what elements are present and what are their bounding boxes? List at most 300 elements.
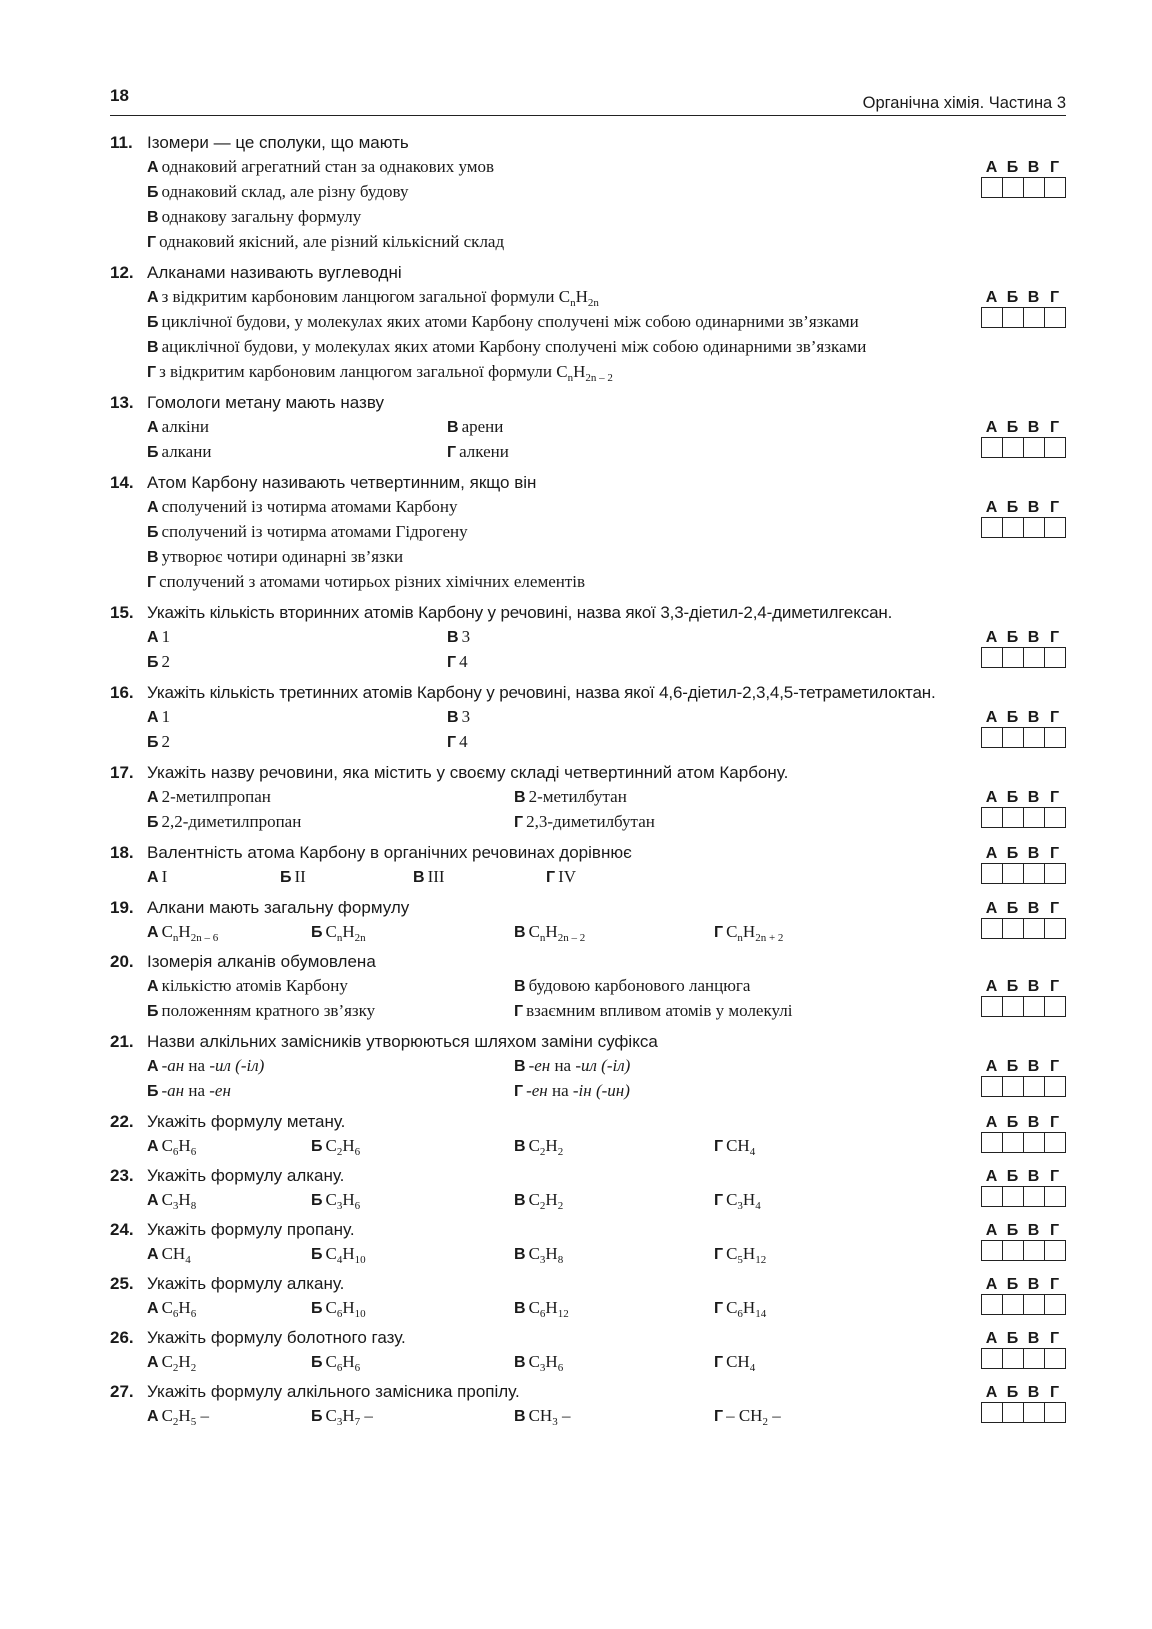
answer-grid <box>981 1058 1066 1097</box>
answer-option <box>147 1404 311 1429</box>
answer-box[interactable] <box>1003 438 1024 457</box>
option-cell <box>147 1079 514 1104</box>
answer-grid-letter: Г <box>1049 978 1060 995</box>
answer-grid <box>981 709 1066 748</box>
answer-option <box>147 810 514 835</box>
answer-grid-letters <box>981 629 1065 647</box>
answer-grid-letter: Г <box>1049 789 1060 806</box>
answer-grid-letter: В <box>1027 159 1040 176</box>
answer-grid-letters <box>981 978 1065 996</box>
answer-grid-letters <box>981 1384 1065 1402</box>
option-text: арени <box>461 417 504 436</box>
option-cell <box>447 650 747 675</box>
option-letter: Б <box>147 184 159 201</box>
option-text: – $CH_2$ – <box>726 1406 781 1428</box>
question-item <box>110 1030 1066 1104</box>
question-header <box>110 1218 966 1242</box>
answer-grid-letters <box>981 1058 1065 1076</box>
answer-box[interactable] <box>1045 997 1065 1016</box>
answer-grid <box>981 159 1066 198</box>
answer-box[interactable] <box>982 1295 1003 1314</box>
answer-option <box>147 360 966 385</box>
option-letter: В <box>447 629 459 646</box>
running-header-title: Органічна хімія. Частина 3 <box>862 94 1066 112</box>
answer-box[interactable] <box>1024 1133 1045 1152</box>
answer-grid-letter: А <box>985 1384 998 1401</box>
question-item <box>110 841 1066 890</box>
option-letter: Г <box>514 1083 524 1100</box>
question-text: Укажіть формулу алкану. <box>147 1166 345 1185</box>
answer-box[interactable] <box>982 808 1003 827</box>
answer-option <box>311 920 514 945</box>
answer-grid-letters <box>981 1330 1065 1348</box>
answer-options <box>110 705 966 755</box>
answer-box[interactable] <box>982 308 1003 327</box>
answer-box[interactable] <box>1024 1241 1045 1260</box>
answer-box[interactable] <box>1024 438 1045 457</box>
answer-grid-boxes <box>981 996 1066 1017</box>
question-item <box>110 681 1066 755</box>
answer-option <box>147 335 966 360</box>
answer-box[interactable] <box>1003 728 1024 747</box>
option-letter: Б <box>311 1192 323 1209</box>
answer-box[interactable] <box>1024 518 1045 537</box>
question-number: 15. <box>110 603 134 622</box>
answer-grid-letter: Б <box>1006 709 1019 726</box>
answer-box[interactable] <box>1003 648 1024 667</box>
option-letter: В <box>514 1192 526 1209</box>
answer-box[interactable] <box>1003 1403 1024 1422</box>
option-letter: Г <box>714 1138 724 1155</box>
option-text: 2,2-диметилпропан <box>161 812 302 831</box>
option-cell <box>147 1242 311 1267</box>
answer-option <box>514 999 881 1024</box>
answer-grid-letters <box>981 1222 1065 1240</box>
question-header <box>110 131 966 155</box>
question-item <box>110 1164 1066 1213</box>
answer-grid-letter: Б <box>1006 419 1019 436</box>
option-row <box>147 1079 966 1104</box>
answer-grid <box>981 900 1066 939</box>
answer-grid-letter: В <box>1027 978 1040 995</box>
answer-grid-letter: Б <box>1006 900 1019 917</box>
option-text: однаковий склад, але різну будову <box>161 182 409 201</box>
answer-grid-letter: Г <box>1049 1114 1060 1131</box>
answer-grid <box>981 499 1066 538</box>
option-text: $C_6H_{12}$ <box>528 1298 569 1320</box>
answer-option <box>147 999 514 1024</box>
answer-box[interactable] <box>982 864 1003 883</box>
option-text: з відкритим карбоновим ланцюгом загальної формули $C_nH_{2n}$ <box>161 287 599 309</box>
answer-box[interactable] <box>1024 1403 1045 1422</box>
answer-grid-letter: Г <box>1049 1058 1060 1075</box>
option-cell <box>714 1242 766 1267</box>
answer-box[interactable] <box>1045 864 1065 883</box>
answer-box[interactable] <box>1003 1187 1024 1206</box>
answer-box[interactable] <box>982 518 1003 537</box>
answer-box[interactable] <box>1045 728 1065 747</box>
option-cell <box>447 705 747 730</box>
answer-grid-letter: Б <box>1006 1384 1019 1401</box>
question-item <box>110 1110 1066 1159</box>
answer-box[interactable] <box>1024 1187 1045 1206</box>
answer-options <box>110 1350 966 1375</box>
answer-box[interactable] <box>1003 997 1024 1016</box>
question-item <box>110 261 1066 385</box>
answer-grid-letters <box>981 499 1065 517</box>
option-cell <box>447 415 747 440</box>
answer-grid-boxes <box>981 918 1066 939</box>
answer-options <box>110 1188 966 1213</box>
answer-grid-letters <box>981 1276 1065 1294</box>
answer-grid-letters <box>981 789 1065 807</box>
option-cell <box>147 415 447 440</box>
option-row <box>147 865 966 890</box>
option-text: $C_2H_2$ <box>161 1352 197 1374</box>
answer-grid-letter: Б <box>1006 499 1019 516</box>
option-text: 2 <box>161 732 170 751</box>
option-text: 1 <box>161 707 171 726</box>
answer-grid <box>981 1168 1066 1207</box>
option-letter: Г <box>714 1246 724 1263</box>
answer-box[interactable] <box>1045 1403 1065 1422</box>
option-text: кількістю атомів Карбону <box>161 976 348 995</box>
answer-grid-letter: В <box>1027 709 1040 726</box>
answer-box[interactable] <box>982 438 1003 457</box>
answer-option <box>714 1188 761 1213</box>
question-header <box>110 1164 966 1188</box>
answer-grid-letter: А <box>985 978 998 995</box>
question-text: Укажіть формулу алкану. <box>147 1274 345 1293</box>
option-text: II <box>294 867 306 886</box>
option-cell <box>147 730 447 755</box>
answer-option <box>147 1350 311 1375</box>
option-letter: А <box>147 159 159 176</box>
answer-box[interactable] <box>1003 518 1024 537</box>
answer-box[interactable] <box>1024 178 1045 197</box>
answer-option <box>514 1296 714 1321</box>
option-letter: Б <box>311 1246 323 1263</box>
option-letter: Г <box>714 1354 724 1371</box>
question-number: 24. <box>110 1220 134 1239</box>
answer-option <box>147 974 514 999</box>
question-number: 20. <box>110 952 134 971</box>
option-row <box>147 415 966 440</box>
option-text: $C_3H_8$ <box>161 1190 197 1212</box>
answer-box[interactable] <box>1024 808 1045 827</box>
option-row <box>147 1242 966 1267</box>
answer-option <box>147 865 280 890</box>
answer-box[interactable] <box>982 1349 1003 1368</box>
option-row <box>147 705 966 730</box>
answer-box[interactable] <box>1045 518 1065 537</box>
answer-box[interactable] <box>1045 648 1065 667</box>
answer-grid-boxes <box>981 307 1066 328</box>
answer-box[interactable] <box>1003 1349 1024 1368</box>
option-row <box>147 1134 966 1159</box>
answer-option <box>311 1188 514 1213</box>
answer-box[interactable] <box>1045 1241 1065 1260</box>
answer-grid-letter: Б <box>1006 845 1019 862</box>
answer-option <box>714 1134 755 1159</box>
option-text: 3 <box>461 627 471 646</box>
answer-grid-letter: В <box>1027 499 1040 516</box>
answer-box[interactable] <box>1024 1349 1045 1368</box>
answer-box[interactable] <box>982 1403 1003 1422</box>
answer-grid <box>981 1114 1066 1153</box>
answer-option <box>147 205 966 230</box>
answer-grid <box>981 1276 1066 1315</box>
option-row <box>147 1188 966 1213</box>
option-letter: Г <box>147 234 157 251</box>
answer-grid-letters <box>981 159 1065 177</box>
answer-box[interactable] <box>1003 1295 1024 1314</box>
answer-grid-boxes <box>981 1076 1066 1097</box>
option-text: $C_2H_2$ <box>528 1136 564 1158</box>
option-text: $C_6H_6$ <box>161 1298 197 1320</box>
option-letter: Б <box>147 314 159 331</box>
answer-grid-letter: Б <box>1006 1058 1019 1075</box>
option-cell <box>147 1404 311 1429</box>
question-header <box>110 261 966 285</box>
option-text: алкіни <box>161 417 209 436</box>
option-text: взаємним впливом атомів у молекулі <box>526 1001 793 1020</box>
page-number: 18 <box>110 86 129 105</box>
answer-box[interactable] <box>1024 648 1045 667</box>
option-cell <box>311 1404 514 1429</box>
option-text: $C_6H_6$ <box>325 1352 361 1374</box>
option-letter: А <box>147 289 159 306</box>
option-letter: В <box>447 709 459 726</box>
option-cell <box>514 1188 714 1213</box>
answer-option <box>311 1134 514 1159</box>
answer-option <box>714 1242 766 1267</box>
option-text: -ан на -ен <box>161 1081 231 1100</box>
answer-box[interactable] <box>1045 178 1065 197</box>
answer-box[interactable] <box>1045 308 1065 327</box>
answer-grid-letter: А <box>985 709 998 726</box>
option-letter: А <box>147 709 159 726</box>
option-letter: Г <box>147 574 157 591</box>
option-text: -ан на -ил (-іл) <box>161 1056 265 1075</box>
answer-box[interactable] <box>982 728 1003 747</box>
answer-option <box>147 650 447 675</box>
answer-box[interactable] <box>1024 997 1045 1016</box>
answer-box[interactable] <box>1024 308 1045 327</box>
option-row <box>147 625 966 650</box>
answer-option <box>147 1296 311 1321</box>
answer-grid-boxes <box>981 807 1066 828</box>
answer-options <box>110 155 966 255</box>
answer-grid-boxes <box>981 1348 1066 1369</box>
option-letter: Б <box>147 1083 159 1100</box>
option-text: -ен на -ил (-іл) <box>528 1056 631 1075</box>
option-text: 2,3-диметилбутан <box>526 812 655 831</box>
option-letter: Б <box>311 1408 323 1425</box>
option-letter: Г <box>714 1408 724 1425</box>
answer-grid-letter: В <box>1027 845 1040 862</box>
answer-box[interactable] <box>982 648 1003 667</box>
answer-box[interactable] <box>1003 178 1024 197</box>
answer-grid-boxes <box>981 863 1066 884</box>
option-text: однакову загальну формулу <box>161 207 362 226</box>
answer-option <box>147 545 966 570</box>
answer-box[interactable] <box>1024 1077 1045 1096</box>
question-text: Укажіть кількість вторинних атомів Карбону у речовині, назва якої 3,3-діетил-2,4-диметилгексан. <box>147 603 893 622</box>
option-text: 3 <box>461 707 471 726</box>
answer-grid-letter: В <box>1027 289 1040 306</box>
answer-option <box>147 705 447 730</box>
option-text: -ен на -ін (-ин) <box>526 1081 630 1100</box>
answer-grid <box>981 289 1066 328</box>
answer-grid-boxes <box>981 1186 1066 1207</box>
question-item <box>110 1218 1066 1267</box>
answer-box[interactable] <box>1003 308 1024 327</box>
answer-option <box>714 1404 781 1429</box>
answer-grid-boxes <box>981 437 1066 458</box>
option-cell <box>514 1404 714 1429</box>
answer-grid-boxes <box>981 177 1066 198</box>
answer-box[interactable] <box>1003 808 1024 827</box>
answer-box[interactable] <box>982 919 1003 938</box>
option-cell <box>546 865 679 890</box>
option-cell <box>147 1296 311 1321</box>
option-text: однаковий агрегатний стан за однакових умов <box>161 157 495 176</box>
answer-grid-letter: Б <box>1006 1330 1019 1347</box>
answer-grid-letter: Б <box>1006 1168 1019 1185</box>
answer-options <box>110 625 966 675</box>
question-text: Укажіть формулу алкільного замісника пропілу. <box>147 1382 520 1401</box>
answer-grid-letter: В <box>1027 900 1040 917</box>
question-text: Укажіть формулу пропану. <box>147 1220 355 1239</box>
option-text: однаковий якісний, але різний кількісний склад <box>159 232 505 251</box>
answer-grid-letter: В <box>1027 629 1040 646</box>
answer-box[interactable] <box>1045 1133 1065 1152</box>
option-letter: Г <box>714 1300 724 1317</box>
answer-grid-boxes <box>981 1294 1066 1315</box>
option-cell <box>514 810 881 835</box>
answer-box[interactable] <box>1045 1077 1065 1096</box>
option-cell <box>714 1296 766 1321</box>
answer-grid-letter: В <box>1027 419 1040 436</box>
answer-option <box>447 625 747 650</box>
answer-option <box>147 1134 311 1159</box>
answer-grid-letter: А <box>985 1330 998 1347</box>
answer-grid-letters <box>981 1114 1065 1132</box>
answer-option <box>311 1242 514 1267</box>
answer-grid-letter: А <box>985 289 998 306</box>
header-rule <box>110 115 1066 116</box>
answer-grid-letter: Г <box>1049 1276 1060 1293</box>
question-number: 23. <box>110 1166 134 1185</box>
answer-option <box>514 1079 881 1104</box>
question-item <box>110 761 1066 835</box>
answer-option <box>514 920 714 945</box>
option-cell <box>147 625 447 650</box>
question-header <box>110 1380 966 1404</box>
answer-box[interactable] <box>1024 919 1045 938</box>
answer-box[interactable] <box>1024 728 1045 747</box>
answer-box[interactable] <box>1045 438 1065 457</box>
answer-grid-letter: В <box>1027 1222 1040 1239</box>
answer-options <box>110 285 966 385</box>
answer-grid-letter: Г <box>1049 1168 1060 1185</box>
option-text: алкани <box>161 442 212 461</box>
answer-box[interactable] <box>1003 864 1024 883</box>
answer-box[interactable] <box>1045 1295 1065 1314</box>
answer-box[interactable] <box>982 1077 1003 1096</box>
answer-box[interactable] <box>1045 1187 1065 1206</box>
answer-grid-letter: Б <box>1006 1276 1019 1293</box>
option-text: $C_nH_{2n + 2}$ <box>726 922 784 944</box>
option-text: з відкритим карбоновим ланцюгом загальної формули $C_nH_{2n - 2}$ <box>159 362 613 384</box>
answer-box[interactable] <box>1003 1133 1024 1152</box>
option-cell <box>447 625 747 650</box>
answer-option <box>311 1404 514 1429</box>
option-row <box>147 999 966 1024</box>
answer-box[interactable] <box>982 1133 1003 1152</box>
answer-grid-letter: Б <box>1006 1114 1019 1131</box>
answer-options <box>110 974 966 1024</box>
answer-option <box>147 495 966 520</box>
option-letter: А <box>147 1192 159 1209</box>
answer-box[interactable] <box>1024 1295 1045 1314</box>
option-letter: Б <box>147 444 159 461</box>
answer-box[interactable] <box>1024 864 1045 883</box>
answer-option <box>147 285 966 310</box>
answer-option <box>447 730 747 755</box>
answer-box[interactable] <box>982 1241 1003 1260</box>
answer-box[interactable] <box>1045 919 1065 938</box>
answer-option <box>147 1242 311 1267</box>
option-text: $CH_4$ <box>726 1136 756 1158</box>
answer-option <box>413 865 546 890</box>
answer-box[interactable] <box>982 178 1003 197</box>
option-letter: Г <box>714 1192 724 1209</box>
answer-box[interactable] <box>1003 1077 1024 1096</box>
answer-box[interactable] <box>982 1187 1003 1206</box>
answer-box[interactable] <box>982 997 1003 1016</box>
option-text: утворює чотири одинарні зв’язки <box>161 547 404 566</box>
answer-box[interactable] <box>1003 919 1024 938</box>
answer-box[interactable] <box>1045 808 1065 827</box>
question-header <box>110 896 966 920</box>
answer-option <box>147 730 447 755</box>
option-cell <box>147 999 514 1024</box>
answer-grid-letter: Г <box>1049 159 1060 176</box>
answer-grid-letter: Г <box>1049 900 1060 917</box>
question-number: 17. <box>110 763 134 782</box>
option-text: $CH_4$ <box>161 1244 191 1266</box>
question-header <box>110 601 966 625</box>
answer-box[interactable] <box>1045 1349 1065 1368</box>
question-number: 14. <box>110 473 134 492</box>
answer-grid-letter: Г <box>1049 1222 1060 1239</box>
option-text: 2-метилбутан <box>528 787 627 806</box>
option-text: $C_3H_7$ – <box>325 1406 373 1428</box>
answer-grid-letters <box>981 900 1065 918</box>
option-row <box>147 1054 966 1079</box>
option-letter: Г <box>447 734 457 751</box>
question-list <box>110 131 1066 1434</box>
answer-options <box>110 865 966 890</box>
option-cell <box>714 1188 761 1213</box>
answer-option <box>147 440 447 465</box>
option-letter: Б <box>147 1003 159 1020</box>
answer-box[interactable] <box>1003 1241 1024 1260</box>
option-cell <box>514 920 714 945</box>
option-letter: Б <box>147 814 159 831</box>
